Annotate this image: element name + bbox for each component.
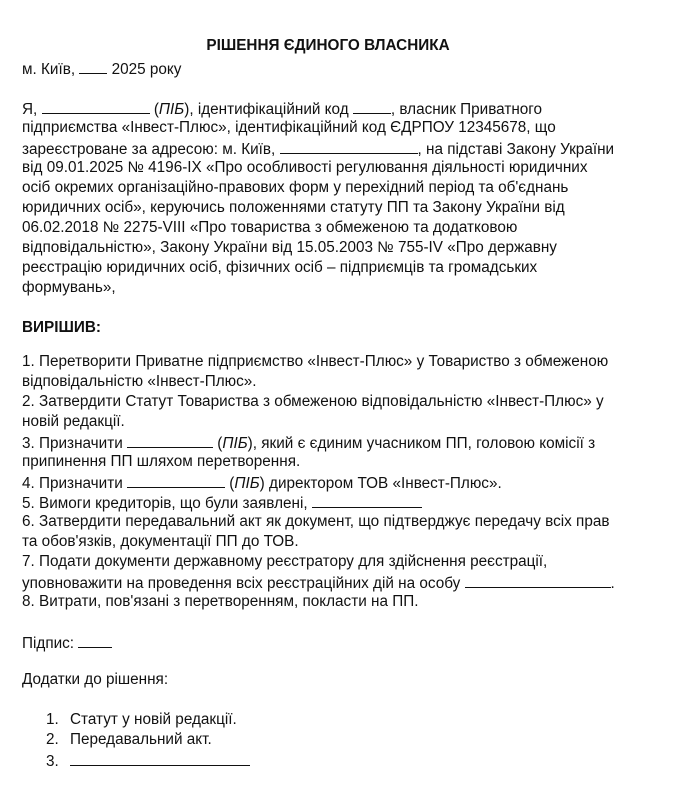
registrant-blank — [465, 572, 611, 588]
intro-line-6: юридичних осіб», керуючись положеннями статуту ПП та Закону України від — [22, 199, 565, 216]
id-code-blank — [353, 98, 391, 114]
creditors-blank — [312, 492, 422, 508]
intro-line-9: реєстрацію юридичних осіб, фізичних осіб – підприємців та громадських — [22, 259, 538, 276]
item-8-line: 8. Витрати, пов'язані з перетворенням, покласти на ПП. — [22, 593, 419, 610]
intro-line-2: підприємства «Інвест-Плюс», ідентифікаційний код ЄДРПОУ 12345678, що — [22, 119, 556, 136]
intro-line-3: зареєстроване за адресою: м. Київ, , на підставі Закону України — [22, 138, 614, 160]
item-6-line-1: 6. Затвердити передавальний акт як документ, що підтверджує передачу всіх прав — [22, 513, 610, 530]
item-2-line-2: новій редакції. — [22, 413, 125, 430]
attachment-item-2: 2. Передавальний акт. — [46, 731, 212, 748]
commission-head-blank — [127, 432, 213, 448]
item-7-line-2: уповноважити на проведення всіх реєстраційних дій на особу . — [22, 572, 615, 594]
address-blank — [280, 138, 418, 154]
attachments-heading: Додатки до рішення: — [22, 671, 169, 688]
item-6-line-2: та обов'язків, документації ПП до ТОВ. — [22, 533, 299, 550]
document-title: РІШЕННЯ ЄДИНОГО ВЛАСНИКА — [206, 37, 450, 54]
date-blank — [79, 58, 107, 74]
intro-line-8: відповідальністю», Закону України від 15.05.2003 № 755-IV «Про державну — [22, 239, 557, 256]
item-3-line-2: припинення ПП шляхом перетворення. — [22, 453, 301, 470]
attachment-item-1: 1. Статут у новій редакції. — [46, 711, 237, 728]
attachment-3-blank — [70, 750, 250, 766]
intro-line-1: Я, (ПІБ), ідентифікаційний код , власник Приватного — [22, 98, 542, 120]
signature-line: Підпис: — [22, 632, 112, 654]
intro-line-4: від 09.01.2025 № 4196-ІХ «Про особливості регулювання діяльності юридичних — [22, 159, 588, 176]
item-7-line-1: 7. Подати документи державному реєстратору для здійснення реєстрації, — [22, 553, 548, 570]
item-1-line-1: 1. Перетворити Приватне підприємство «Інвест-Плюс» у Товариство з обмеженою — [22, 353, 609, 370]
director-blank — [127, 472, 225, 488]
intro-line-7: 06.02.2018 № 2275-VIII «Про товариства з обмеженою та додатковою — [22, 219, 518, 236]
decided-heading: ВИРІШИВ: — [22, 319, 102, 336]
attachment-item-3: 3. — [46, 750, 250, 772]
intro-line-5: осіб окремих організаційно-правових форм у перехідний період та об'єднань — [22, 179, 569, 196]
place-date-line: м. Київ, 2025 року — [22, 58, 181, 80]
signature-blank — [78, 632, 112, 648]
item-2-line-1: 2. Затвердити Статут Товариства з обмеженою відповідальністю «Інвест-Плюс» у — [22, 393, 604, 410]
item-3-line-1: 3. Призначити (ПІБ), який є єдиним учасником ПП, головою комісії з — [22, 432, 595, 454]
item-4-line: 4. Призначити (ПІБ) директором ТОВ «Інвест-Плюс». — [22, 472, 502, 494]
item-5-line: 5. Вимоги кредиторів, що були заявлені, — [22, 492, 422, 514]
intro-line-10: формувань», — [22, 279, 116, 296]
owner-name-blank — [42, 98, 150, 114]
item-1-line-2: відповідальністю «Інвест-Плюс». — [22, 373, 257, 390]
